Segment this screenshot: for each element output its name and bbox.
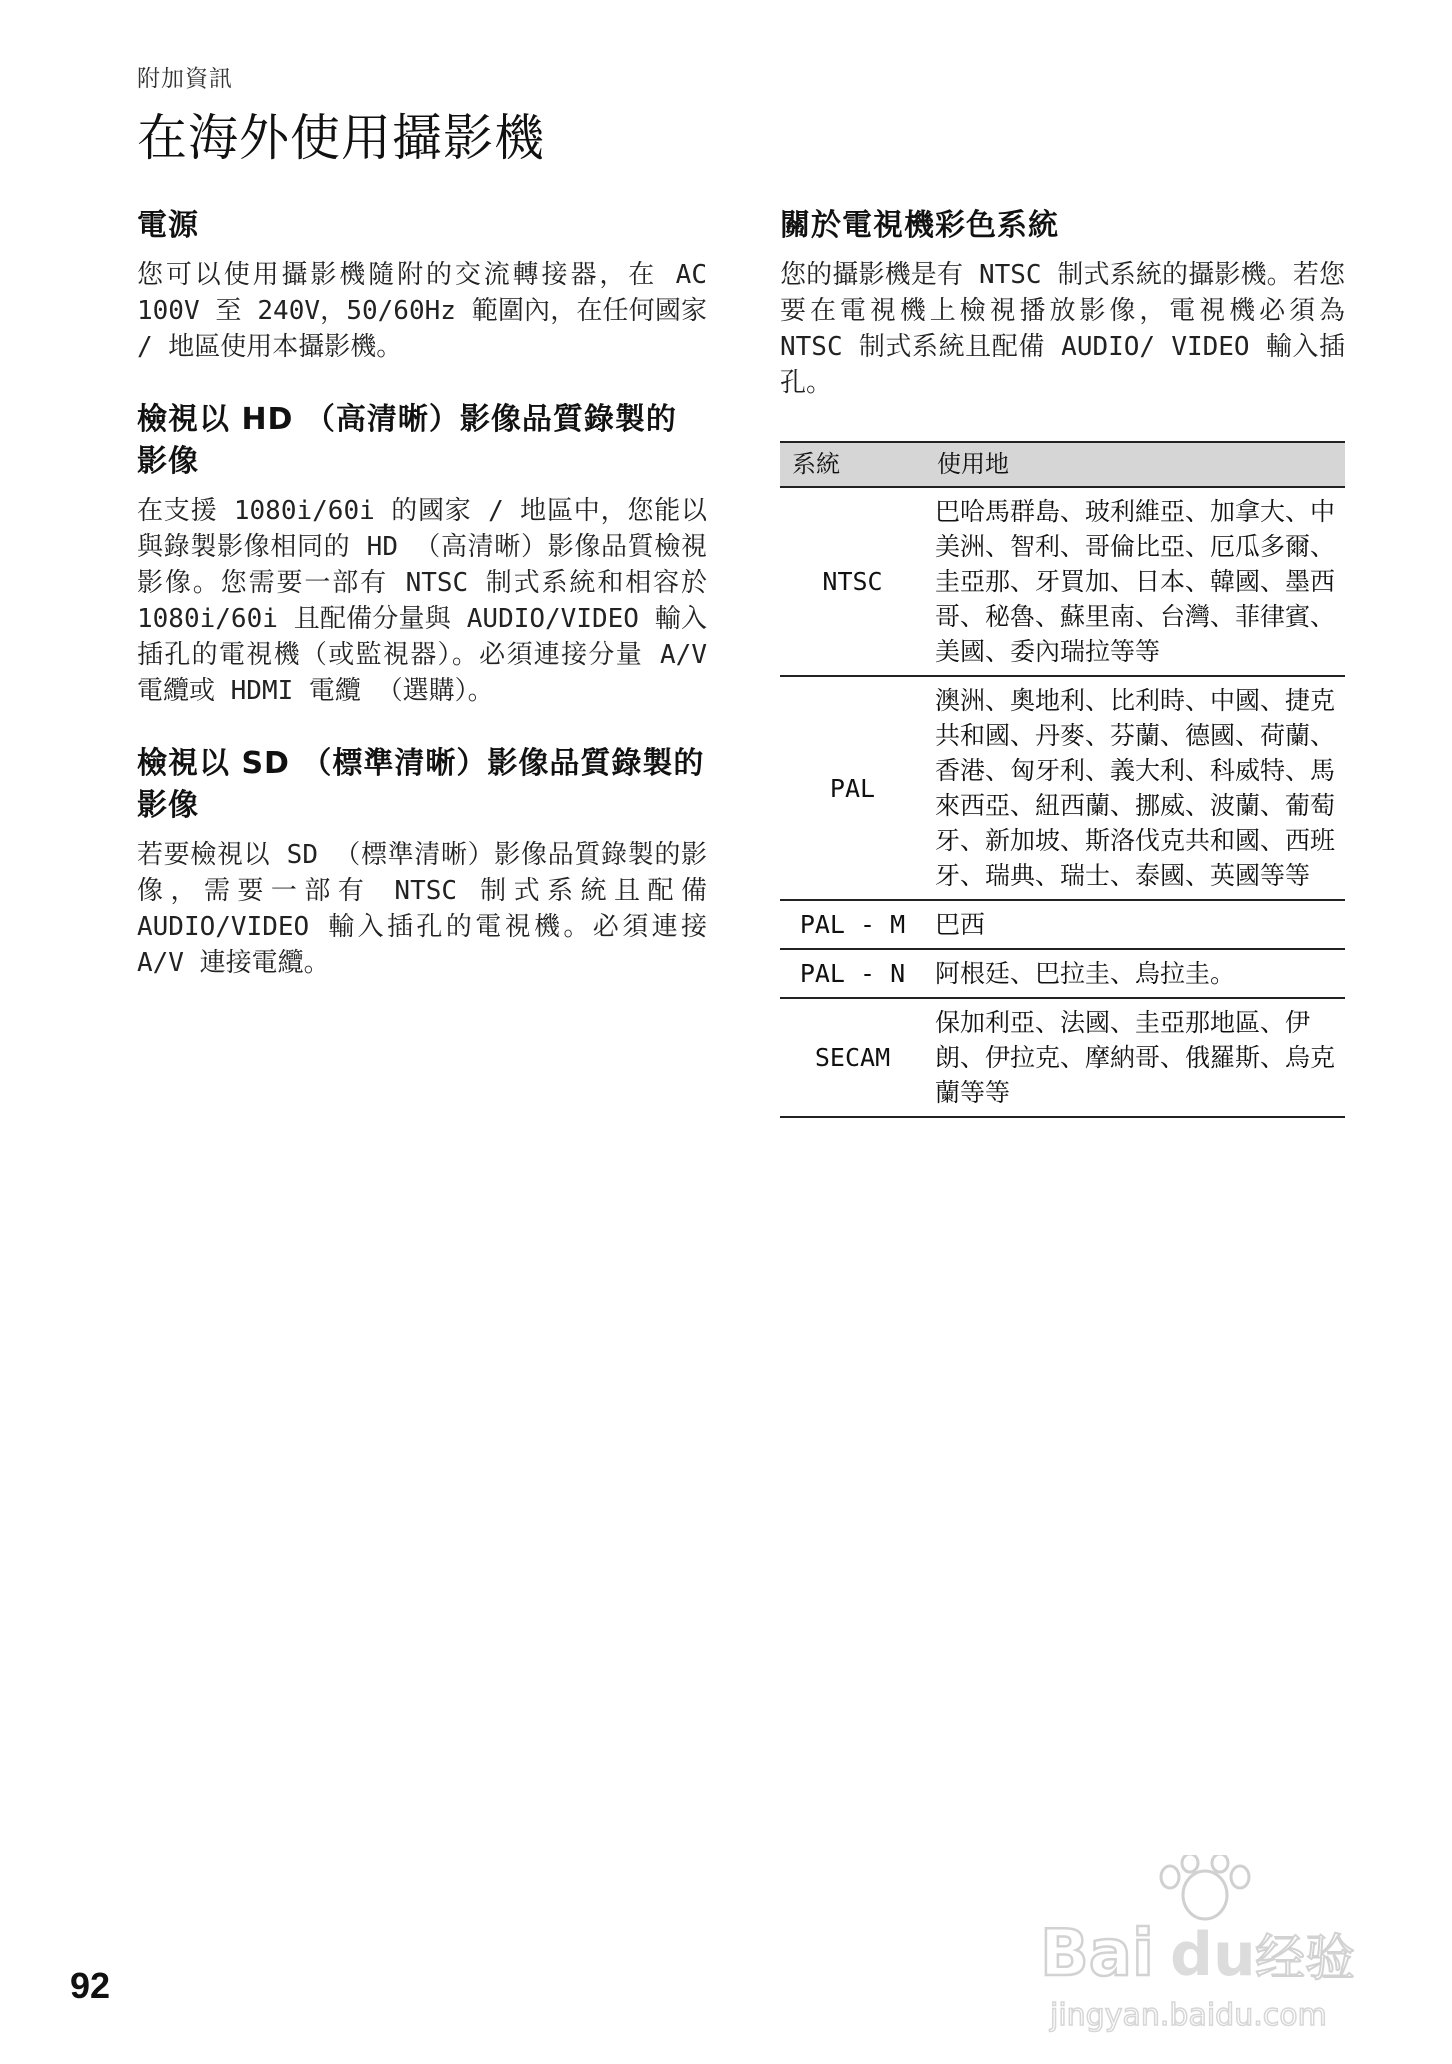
section-sd-viewing [137, 743, 707, 981]
page-title: 在海外使用攝影機 [137, 109, 545, 167]
system-cell: SECAM [780, 998, 925, 1117]
header-regions: 使用地 [925, 442, 1345, 487]
section-power [137, 205, 707, 365]
page-number: 92 [70, 1965, 111, 2006]
section-category: 附加資訊 [137, 66, 233, 92]
regions-cell: 巴哈馬群島、玻利維亞、加拿大、中美洲、智利、哥倫比亞、厄瓜多爾、圭亞那、牙買加、日本、韓國、墨西哥、秘魯、蘇里南、台灣、菲律賓、美國、委內瑞拉等等 [925, 487, 1345, 676]
table-header-row [780, 442, 1345, 487]
table-row [780, 998, 1345, 1117]
section-body: 在支援 1080i/60i 的國家 / 地區中，您能以與錄製影像相同的 HD （高清晰）影像品質檢視影像。您需要一部有 NTSC 制式系統和相容於 1080i/60i 且配備分量與 AUDIO/VIDEO 輸入插孔的電視機（或監視器）。必須連接分量 A/V 電纜或 HDMI 電纜 （選購）。 [137, 496, 707, 706]
section-body: 您可以使用攝影機隨附的交流轉接器，在 AC 100V 至 240V，50/60Hz 範圍內，在任何國家 / 地區使用本攝影機。 [137, 260, 707, 362]
system-cell: PAL - M [780, 900, 925, 949]
section-heading: 關於電視機彩色系統 [780, 208, 1059, 243]
regions-cell: 阿根廷、巴拉圭、烏拉圭。 [925, 949, 1345, 998]
table-row [780, 487, 1345, 676]
section-color-systems [780, 205, 1345, 401]
svg-text:du: du [1170, 1920, 1256, 1990]
section-heading: 檢視以 SD （標準清晰）影像品質錄製的影像 [137, 746, 705, 823]
section-body: 若要檢視以 SD （標準清晰）影像品質錄製的影像，需要一部有 NTSC 制式系統且配備 AUDIO/VIDEO 輸入插孔的電視機。必須連接 A/V 連接電纜。 [137, 840, 707, 978]
table-row [780, 676, 1345, 900]
system-cell: PAL [780, 676, 925, 900]
regions-cell: 保加利亞、法國、圭亞那地區、伊朗、伊拉克、摩納哥、俄羅斯、烏克蘭等等 [925, 998, 1345, 1117]
table-row [780, 949, 1345, 998]
color-system-table [780, 441, 1345, 1118]
section-hd-viewing [137, 399, 707, 709]
svg-text:jingyan.baidu.com: jingyan.baidu.com [1050, 1998, 1327, 2033]
section-heading: 檢視以 HD （高清晰）影像品質錄製的影像 [137, 402, 677, 479]
system-cell: PAL - N [780, 949, 925, 998]
regions-cell: 澳洲、奧地利、比利時、中國、捷克共和國、丹麥、芬蘭、德國、荷蘭、香港、匈牙利、義大利、科威特、馬來西亞、紐西蘭、挪威、波蘭、葡萄牙、新加坡、斯洛伐克共和國、西班牙、瑞典、瑞士、泰國、英國等等 [925, 676, 1345, 900]
right-column [780, 205, 1345, 1118]
regions-cell: 巴西 [925, 900, 1345, 949]
svg-text:Bai: Bai [1040, 1917, 1154, 1991]
section-body: 您的攝影機是有 NTSC 制式系統的攝影機。若您要在電視機上檢視播放影像，電視機必須為 NTSC 制式系統且配備 AUDIO/ VIDEO 輸入插孔。 [780, 260, 1345, 398]
baidu-watermark-logo [1040, 1855, 1380, 2035]
section-heading: 電源 [137, 208, 199, 243]
header-system: 系統 [780, 442, 925, 487]
table-row [780, 900, 1345, 949]
system-cell: NTSC [780, 487, 925, 676]
svg-text:经验: 经验 [1255, 1929, 1355, 1987]
left-column [137, 205, 707, 1015]
